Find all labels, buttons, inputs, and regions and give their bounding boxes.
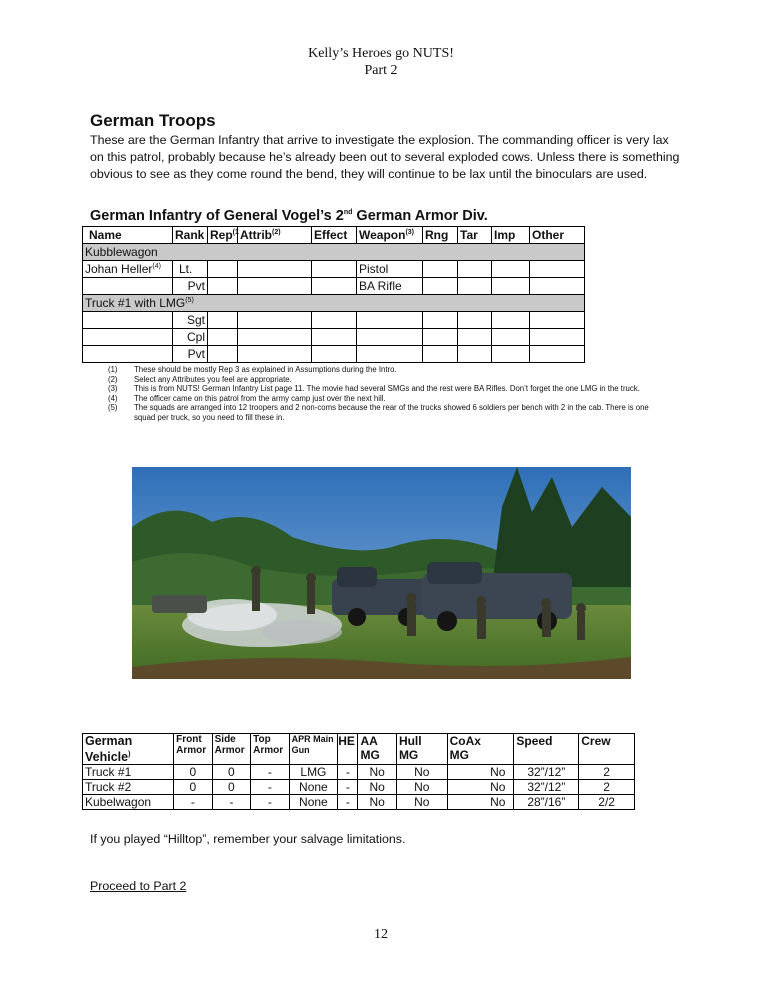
soldier-weapon: Pistol: [357, 261, 423, 278]
cell: [458, 261, 492, 278]
apr-main-gun: None: [289, 780, 338, 795]
col-imp: Imp: [492, 227, 530, 244]
cell: [357, 312, 423, 329]
cell: [492, 261, 530, 278]
vehicle-name: Kubelwagon: [83, 795, 174, 810]
side-armor: 0: [212, 780, 250, 795]
footnotes: [108, 365, 668, 423]
cell: [530, 346, 585, 363]
proceed-link[interactable]: Proceed to Part 2: [90, 879, 187, 893]
table-row: [83, 312, 585, 329]
col-attrib: Attrib$^{(2)}$: [238, 227, 312, 244]
hull-mg: No: [396, 765, 447, 780]
side-armor: 0: [212, 765, 250, 780]
soldier-rank: Cpl: [173, 329, 208, 346]
group-row-truck: [83, 295, 585, 312]
cell: [458, 329, 492, 346]
top-armor: -: [251, 780, 289, 795]
he: -: [338, 765, 358, 780]
col-top-armor: Top Armor: [251, 734, 289, 765]
cell: [238, 329, 312, 346]
cell: [458, 346, 492, 363]
group-label: Kubblewagon: [83, 244, 585, 261]
footnote: (1) These should be mostly Rep 3 as explained in Assumptions during the Intro.: [108, 365, 397, 374]
cell: [458, 278, 492, 295]
cell: [208, 312, 238, 329]
cell: [423, 312, 458, 329]
group-row-kubblewagon: [83, 244, 585, 261]
footnote: (4) The officer came on this patrol from the army camp just over the next hill.: [108, 393, 386, 403]
cell: [357, 346, 423, 363]
soldier-rank: Pvt: [173, 278, 208, 295]
he: -: [338, 780, 358, 795]
col-tar: Tar: [458, 227, 492, 244]
document-title: Kelly’s Heroes go NUTS!: [308, 46, 454, 61]
front-armor: 0: [174, 765, 212, 780]
apr-main-gun: LMG: [289, 765, 338, 780]
coax-mg: No: [447, 765, 514, 780]
cell: [530, 312, 585, 329]
soldier-weapon: BA Rifle: [357, 278, 423, 295]
soldier-name: [83, 278, 173, 295]
col-he: HE: [338, 734, 358, 765]
cell: [238, 312, 312, 329]
cell: [208, 261, 238, 278]
cell: [530, 278, 585, 295]
page-number: 12: [374, 927, 388, 942]
soldier-name: Johan Heller$^{(4)}$: [83, 261, 173, 278]
col-rep: Rep$^{(1}$: [208, 227, 238, 244]
front-armor: -: [174, 795, 212, 810]
cell: [492, 329, 530, 346]
aa-mg: No: [358, 795, 396, 810]
table-row: [83, 780, 635, 795]
col-coax-mg: CoAx MG: [447, 734, 514, 765]
apr-main-gun: None: [289, 795, 338, 810]
soldier-name: [83, 312, 173, 329]
col-side-armor: Side Armor: [212, 734, 250, 765]
cell: [530, 329, 585, 346]
table-row: [83, 765, 635, 780]
cell: [208, 278, 238, 295]
aa-mg: No: [358, 780, 396, 795]
top-armor: -: [251, 765, 289, 780]
cell: [312, 329, 357, 346]
col-name: Name: [83, 227, 173, 244]
col-vehicle: German Vehicle): [83, 734, 174, 765]
col-effect: Effect: [312, 227, 357, 244]
cell: [238, 278, 312, 295]
soldier-rank: Pvt: [173, 346, 208, 363]
footnote: (5) The squads are arranged into 12 troopers and 2 non-coms because the rear of the trucks showed 6 soldiers per bench with 2 in the cab. There is one squad per truck, so you need to fill these in.: [108, 403, 649, 422]
cell: [312, 278, 357, 295]
troops-table-title: German Infantry of General Vogel’s 2nd German Armor Div.: [90, 208, 488, 224]
group-label: Truck #1 with LMG$^{(5)}$: [83, 295, 585, 312]
cell: [492, 346, 530, 363]
col-aa-mg: AA MG: [358, 734, 396, 765]
cell: [423, 329, 458, 346]
table-row: [83, 261, 585, 278]
speed: 32”/12”: [514, 780, 579, 795]
soldier-name: [83, 346, 173, 363]
soldier-rank: Lt.: [173, 261, 208, 278]
coax-mg: No: [447, 780, 514, 795]
soldier-name: [83, 329, 173, 346]
aa-mg: No: [358, 765, 396, 780]
cell: [492, 312, 530, 329]
cell: [312, 346, 357, 363]
col-speed: Speed: [514, 734, 579, 765]
hull-mg: No: [396, 780, 447, 795]
cell: [423, 346, 458, 363]
cell: [208, 329, 238, 346]
soldier-rank: Sgt: [173, 312, 208, 329]
footnote: (2) Select any Attributes you feel are appropriate.: [108, 374, 292, 384]
troops-table: [82, 226, 585, 363]
cell: [423, 261, 458, 278]
cell: [312, 261, 357, 278]
crew: 2/2: [579, 795, 635, 810]
vehicles-header-row: [83, 734, 635, 765]
col-front-armor: Front Armor: [174, 734, 212, 765]
col-weapon: Weapon$^{(3)}$: [357, 227, 423, 244]
col-crew: Crew: [579, 734, 635, 765]
cell: [238, 261, 312, 278]
document-part: Part 2: [364, 63, 398, 78]
vehicle-name: Truck #1: [83, 765, 174, 780]
col-other: Other: [530, 227, 585, 244]
crew: 2: [579, 765, 635, 780]
movie-still-photo: [132, 467, 631, 679]
cell: [238, 346, 312, 363]
cell: [208, 346, 238, 363]
speed: 32”/12”: [514, 765, 579, 780]
col-hull-mg: Hull MG: [396, 734, 447, 765]
col-rng: Rng: [423, 227, 458, 244]
speed: 28”/16”: [514, 795, 579, 810]
front-armor: 0: [174, 780, 212, 795]
col-apr-main-gun: APR Main Gun: [289, 734, 338, 765]
cell: [458, 312, 492, 329]
side-armor: -: [212, 795, 250, 810]
crew: 2: [579, 780, 635, 795]
table-row: [83, 795, 635, 810]
cell: [357, 329, 423, 346]
footnote: (3) This is from NUTS! German Infantry List page 11. The movie had several SMGs and the rest were BA Rifles. Don’t forget the one LMG in the truck.: [108, 384, 640, 394]
cell: [312, 312, 357, 329]
cell: [423, 278, 458, 295]
cell: [530, 261, 585, 278]
table-row: [83, 329, 585, 346]
table-row: [83, 278, 585, 295]
cell: [492, 278, 530, 295]
salvage-reminder: If you played “Hilltop”, remember your salvage limitations.: [90, 832, 406, 846]
hull-mg: No: [396, 795, 447, 810]
section-heading: German Troops: [90, 111, 216, 130]
he: -: [338, 795, 358, 810]
top-armor: -: [251, 795, 289, 810]
intro-paragraph: These are the German Infantry that arrive to investigate the explosion. The commanding officer is very lax on this patrol, probably because he’s already been out to several exploded cows. Unless there is something obvious to see as they come round the bend, they will continue to be lax until the binoculars are used.: [90, 133, 680, 181]
table-row: [83, 346, 585, 363]
coax-mg: No: [447, 795, 514, 810]
vehicle-name: Truck #2: [83, 780, 174, 795]
troops-header-row: [83, 227, 585, 244]
vehicles-table: [82, 733, 635, 810]
col-rank: Rank: [173, 227, 208, 244]
